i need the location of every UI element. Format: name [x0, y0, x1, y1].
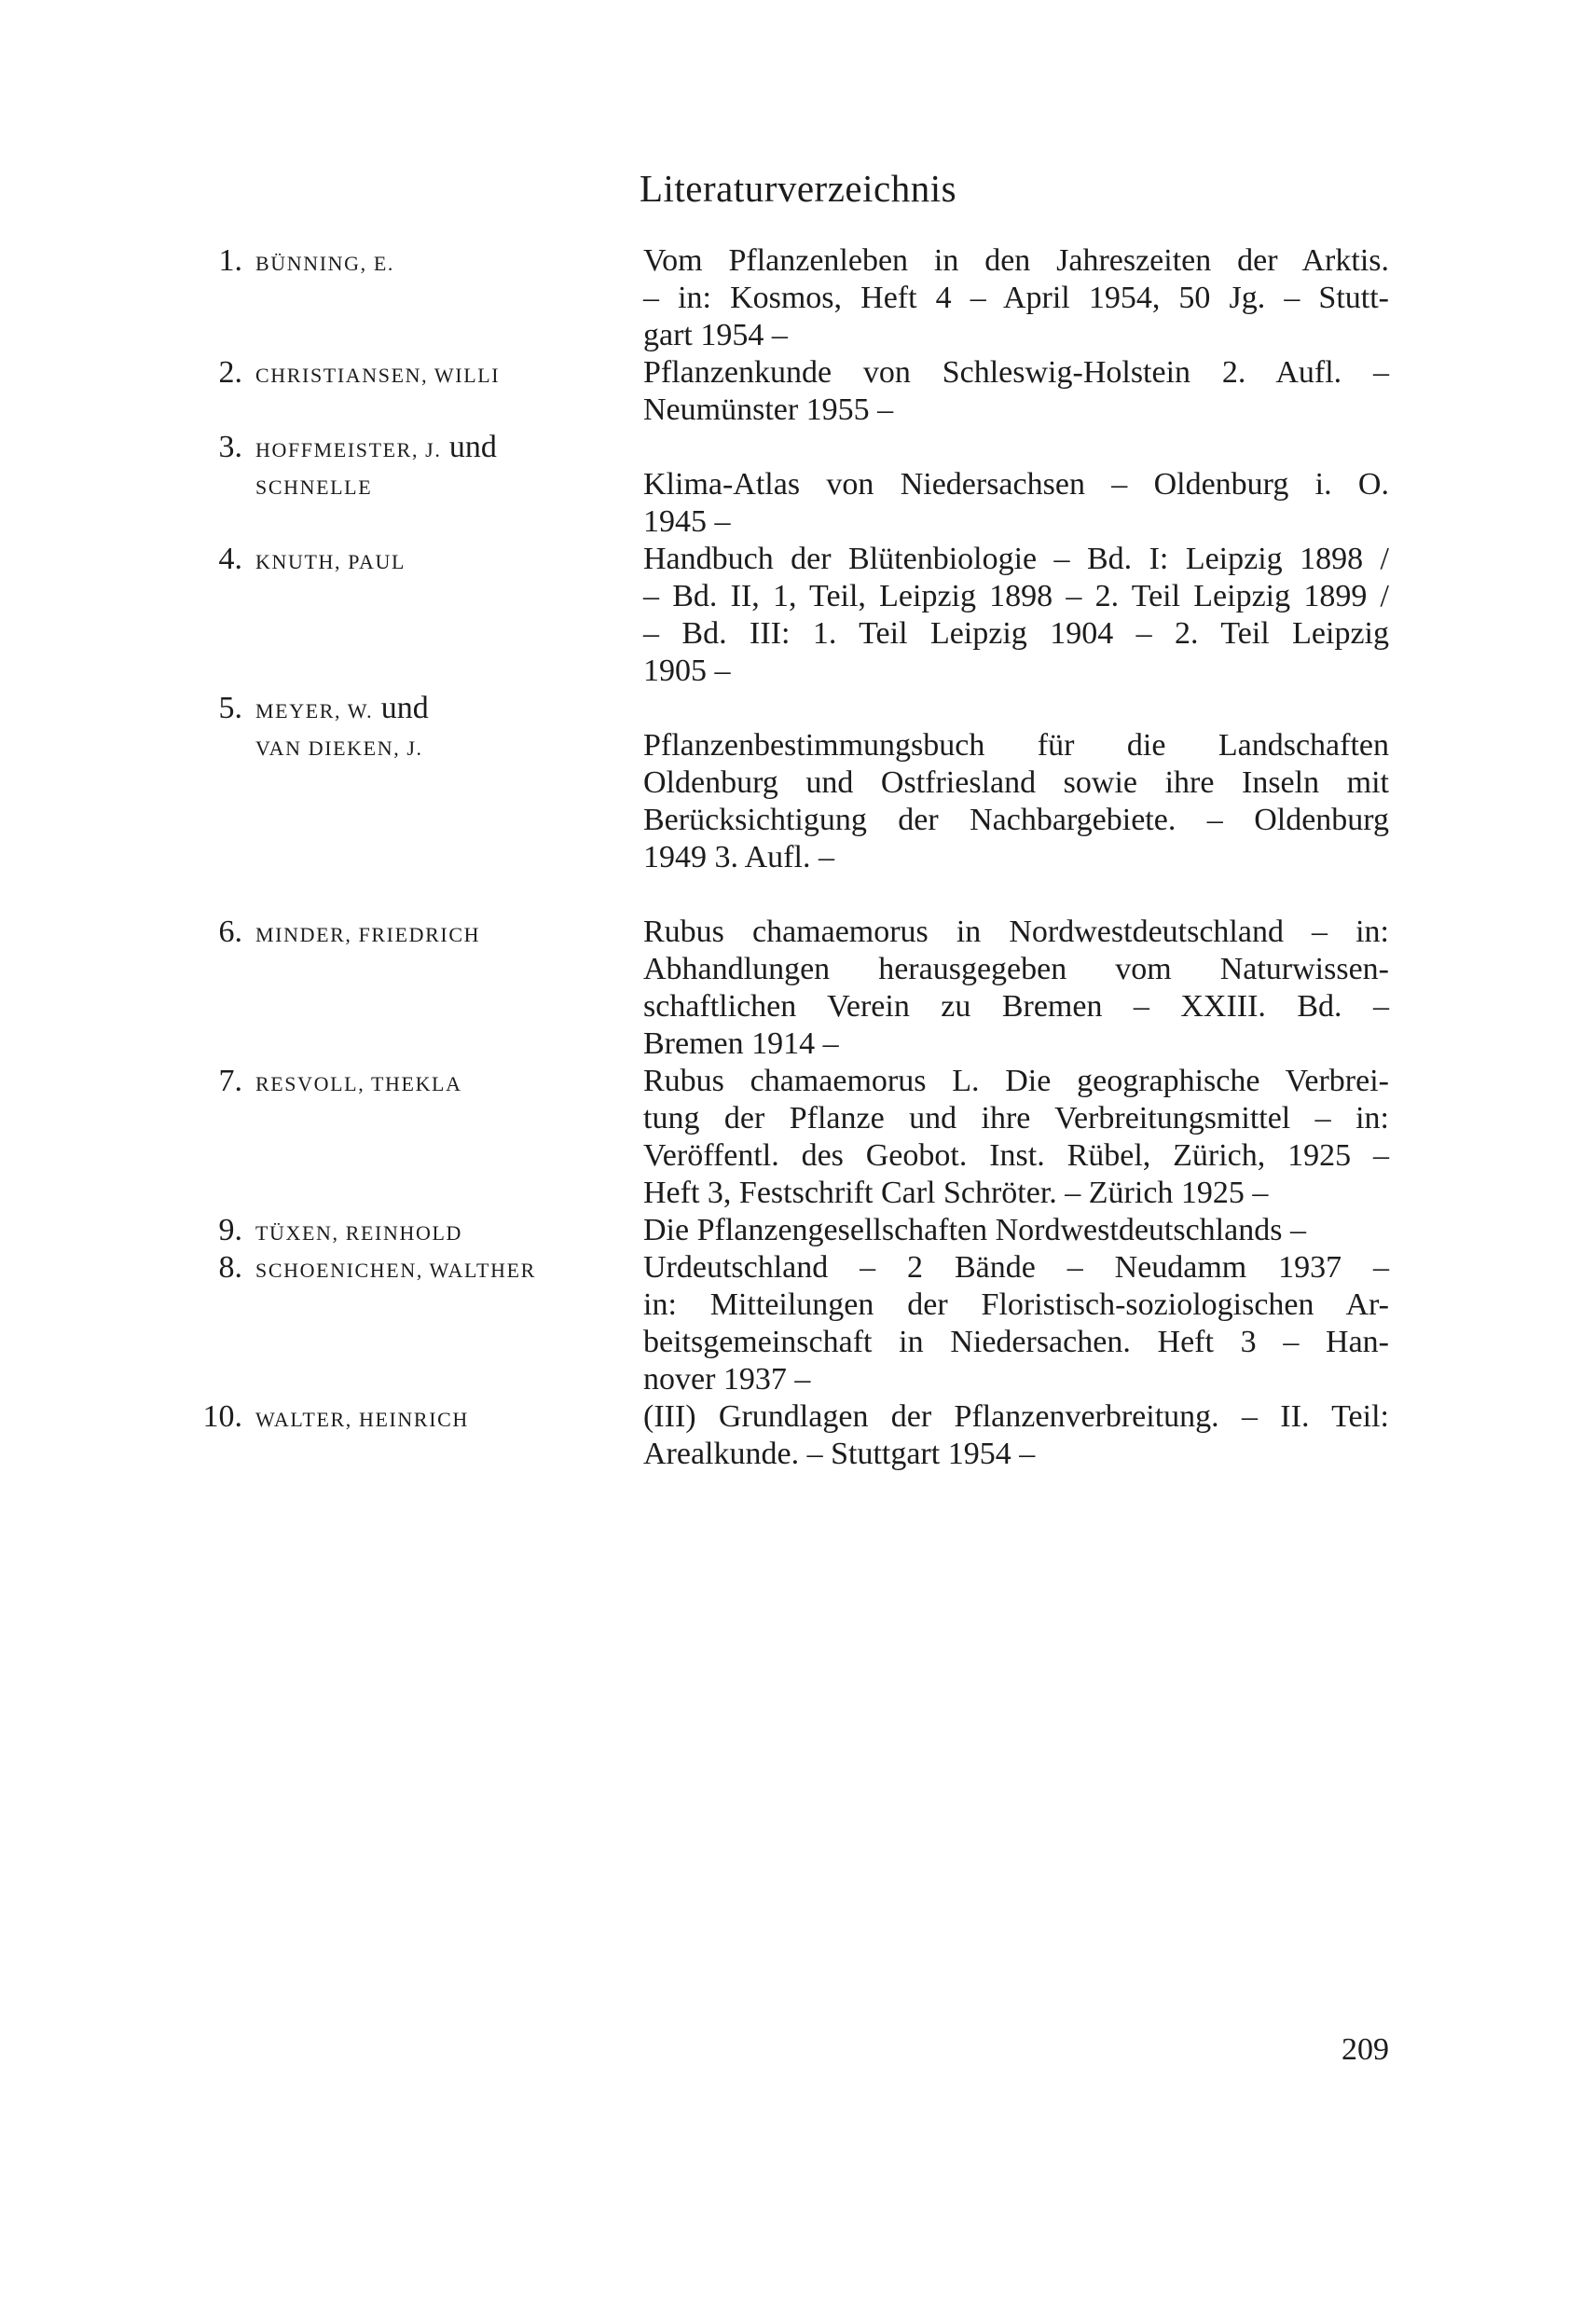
reference-line: 1905 –: [643, 654, 731, 688]
reference-line: – Bd. II, 1, Teil, Leipzig 1898 – 2. Teil Leipzig 1899 /: [643, 579, 1389, 613]
reference-line: Rubus chamaemorus L. Die geographische Verbrei-: [643, 1064, 1389, 1098]
author-name: SCHNELLE: [255, 475, 373, 499]
entry-author: [255, 914, 480, 954]
reference-line: Veröffentl. des Geobot. Inst. Rübel, Zürich, 1925 –: [643, 1138, 1389, 1173]
entry-author: [255, 354, 500, 394]
author-name: CHRISTIANSEN, WILLI: [255, 364, 501, 387]
entry-number: 10.: [202, 1399, 242, 1434]
author-conjunction: und: [441, 430, 497, 464]
reference-line: – Bd. III: 1. Teil Leipzig 1904 – 2. Teil Leipzig: [643, 616, 1389, 651]
author-name: MEYER, W.: [255, 699, 374, 722]
author-name: BÜNNING, E.: [255, 252, 394, 275]
reference-line: beitsgemeinschaft in Niedersachen. Heft 3 – Han-: [643, 1325, 1389, 1359]
author-name: KNUTH, PAUL: [255, 550, 406, 573]
reference-line: Vom Pflanzenleben in den Jahreszeiten der Arktis.: [643, 243, 1389, 278]
reference-line: (III) Grundlagen der Pflanzenverbreitung. – II. Teil:: [643, 1399, 1389, 1434]
author-name: MINDER, FRIEDRICH: [255, 923, 481, 946]
reference-line: tung der Pflanze und ihre Verbreitungsmittel – in:: [643, 1101, 1389, 1135]
entry-number: 3.: [218, 430, 242, 464]
entry-author: [255, 242, 394, 282]
entry-author: [255, 727, 423, 767]
reference-line: Neumünster 1955 –: [643, 392, 894, 427]
reference-line: Berücksichtigung der Nachbargebiete. – Oldenburg: [643, 803, 1389, 837]
author-name: VAN DIEKEN, J.: [255, 736, 423, 760]
reference-line: in: Mitteilungen der Floristisch-soziologischen Ar-: [643, 1287, 1389, 1322]
reference-line: 1949 3. Aufl. –: [643, 840, 834, 874]
entry-number: 1.: [218, 243, 242, 278]
reference-line: Heft 3, Festschrift Carl Schröter. – Zürich 1925 –: [643, 1176, 1269, 1210]
reference-line: 1945 –: [643, 504, 731, 539]
entry-number: 8.: [218, 1250, 242, 1285]
entry-author: [255, 1212, 462, 1252]
reference-line: Pflanzenkunde von Schleswig-Holstein 2. Aufl. –: [643, 355, 1389, 390]
entry-author: [255, 541, 406, 581]
reference-line: Abhandlungen herausgegeben vom Naturwissen-: [643, 952, 1389, 986]
reference-line: gart 1954 –: [643, 318, 788, 352]
author-conjunction: und: [373, 691, 429, 725]
author-name: TÜXEN, REINHOLD: [255, 1221, 462, 1245]
entry-author: [255, 690, 429, 730]
entry-number: 6.: [218, 915, 242, 949]
author-name: RESVOLL, THEKLA: [255, 1072, 462, 1095]
entry-author: [255, 1398, 469, 1438]
reference-line: Handbuch der Blütenbiologie – Bd. I: Leipzig 1898 /: [643, 542, 1389, 576]
reference-line: Klima-Atlas von Niedersachsen – Oldenburg i. O.: [643, 467, 1389, 502]
author-name: HOFFMEISTER, J.: [255, 438, 442, 461]
reference-line: Rubus chamaemorus in Nordwestdeutschland – in:: [643, 915, 1389, 949]
reference-line: Arealkunde. – Stuttgart 1954 –: [643, 1437, 1036, 1471]
reference-line: Pflanzenbestimmungsbuch für die Landschaften: [643, 728, 1389, 763]
entry-number: 7.: [218, 1064, 242, 1098]
entry-number: 5.: [218, 691, 242, 725]
entry-author: [255, 1249, 536, 1289]
page-number: 209: [1341, 2032, 1389, 2067]
reference-line: – in: Kosmos, Heft 4 – April 1954, 50 Jg. – Stutt-: [643, 281, 1389, 315]
reference-line: nover 1937 –: [643, 1362, 811, 1397]
reference-line: Bremen 1914 –: [643, 1026, 839, 1061]
entry-author: [255, 1063, 462, 1103]
reference-line: Die Pflanzengesellschaften Nordwestdeutschlands –: [643, 1213, 1306, 1247]
author-name: WALTER, HEINRICH: [255, 1408, 469, 1431]
reference-line: schaftlichen Verein zu Bremen – XXIII. Bd. –: [643, 989, 1389, 1024]
entry-number: 4.: [218, 542, 242, 576]
entry-author: [255, 466, 372, 506]
entry-author: [255, 429, 497, 469]
entry-number: 2.: [218, 355, 242, 390]
reference-line: Oldenburg und Ostfriesland sowie ihre Inseln mit: [643, 765, 1389, 800]
reference-line: Urdeutschland – 2 Bände – Neudamm 1937 –: [643, 1250, 1389, 1285]
page-title: Literaturverzeichnis: [639, 167, 957, 210]
author-name: SCHOENICHEN, WALTHER: [255, 1259, 536, 1282]
entry-number: 9.: [218, 1213, 242, 1247]
